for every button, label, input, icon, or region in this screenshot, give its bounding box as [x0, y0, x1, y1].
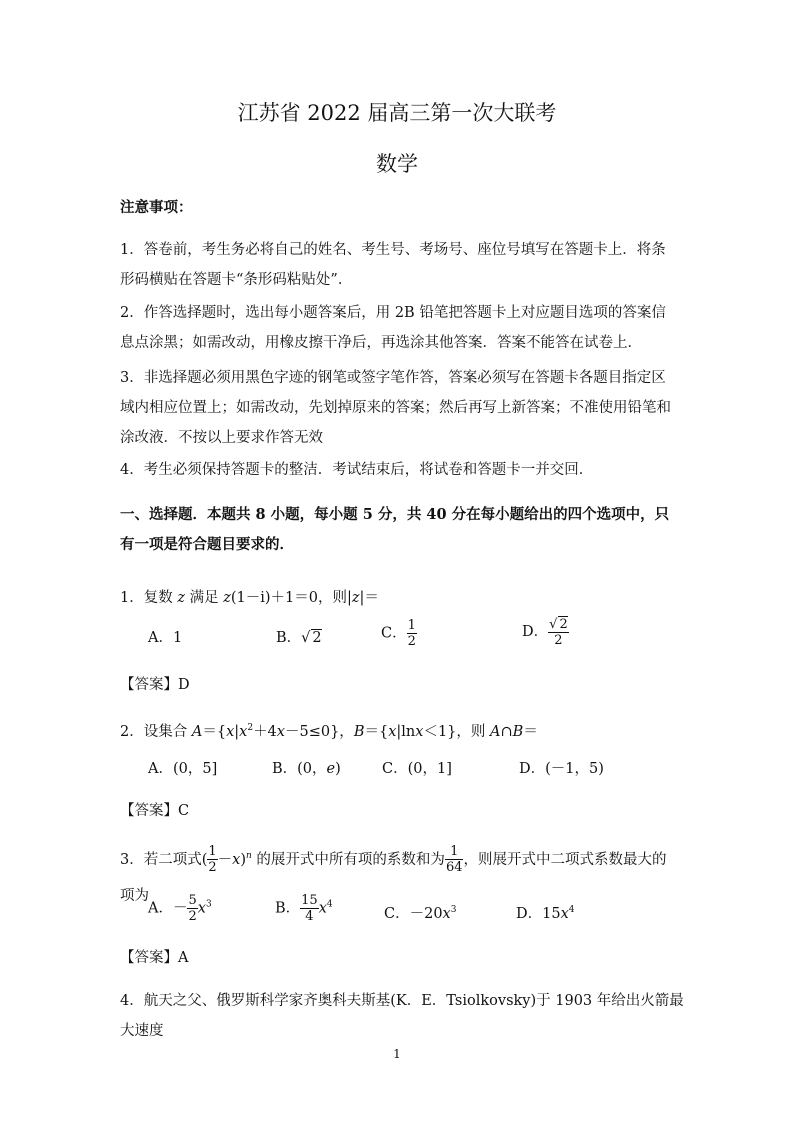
notice-item-4: 4．考生必须保持答题卡的整洁．考试结束后，将试卷和答题卡一并交回．: [120, 462, 594, 478]
q2-option-a: A．(0，5]: [148, 761, 218, 777]
notice-item-3: 3．非选择题必须用黑色字迹的钢笔或签字笔作答，答案必须写在答题卡各题目指定区域内相应位置上；如需改动，先划掉原来的答案；然后再写上新答案；不准使用铅笔和涂改液．不按以上要求作答无效: [120, 370, 671, 446]
notice-heading: 注意事项：: [120, 199, 193, 216]
question-1-stem: 1．复数 z 满足 z(1－i)＋1＝0，则|z|＝: [120, 590, 379, 606]
exam-title: 江苏省 2022 届高三第一次大联考: [237, 101, 557, 125]
q2-answer: 【答案】C: [120, 803, 190, 819]
q1-option-c: C． $\frac{1}{2}$: [381, 618, 416, 649]
q1-option-a: A．1: [148, 630, 183, 646]
q1-option-d: D． √ $\frac{2}{2}$: [522, 616, 569, 648]
q2-option-d: D．(－1，5): [519, 761, 604, 777]
subject-title: 数学: [376, 152, 418, 176]
question-2-stem: 2．设集合 $A=\{x|x^2+4x-5\le 0\}$，B＝{x|lnx＜1}，则 A∩B＝: [120, 723, 538, 740]
q2-option-c: C．(0，1]: [382, 761, 452, 777]
q3-answer: 【答案】A: [120, 950, 189, 966]
notice-item-1: 1．答卷前，考生务必将自己的姓名、考生号、考场号、座位号填写在答题卡上．将条形码横贴在答题卡“条形码粘贴处”．: [120, 242, 666, 288]
question-4-stem: 4．航天之父、俄罗斯科学家齐奥科夫斯基(K．E．Tsiolkovsky)于 1903 年给出火箭最大速度: [120, 993, 684, 1039]
notice-item-2: 2．作答选择题时，选出每小题答案后，用 2B 铅笔把答题卡上对应题目选项的答案信息点涂黑；如需改动，用橡皮擦干净后，再选涂其他答案．答案不能答在试卷上．: [120, 305, 666, 351]
q1-option-b: B．√ 2: [276, 626, 322, 647]
section-heading: 一、选择题．本题共 8 小题，每小题 5 分，共 40 分在每小题给出的四个选项中，只有一项是符合题目要求的．: [120, 506, 670, 553]
q1-answer: 【答案】D: [120, 677, 190, 693]
q3-option-a: A．－ $\frac{5}{2}$ $x^3$: [148, 893, 212, 924]
q3-option-b: B． $\frac{15}{4}$ $x^4$: [275, 893, 333, 924]
page-number: 1: [393, 1047, 401, 1061]
question-3-stem: 3．若二项式( $\frac{1}{2}$ －x)$^n$ 的展开式中所有项的系数和为 $\frac{1}{64}$ ，则展开式中二项式系数最大的项为: [120, 844, 667, 904]
q3-option-c: C．$-20x^3$: [384, 905, 457, 922]
q3-option-d: D．$15x^4$: [516, 905, 575, 922]
q2-option-b: B．(0，e): [272, 761, 341, 777]
